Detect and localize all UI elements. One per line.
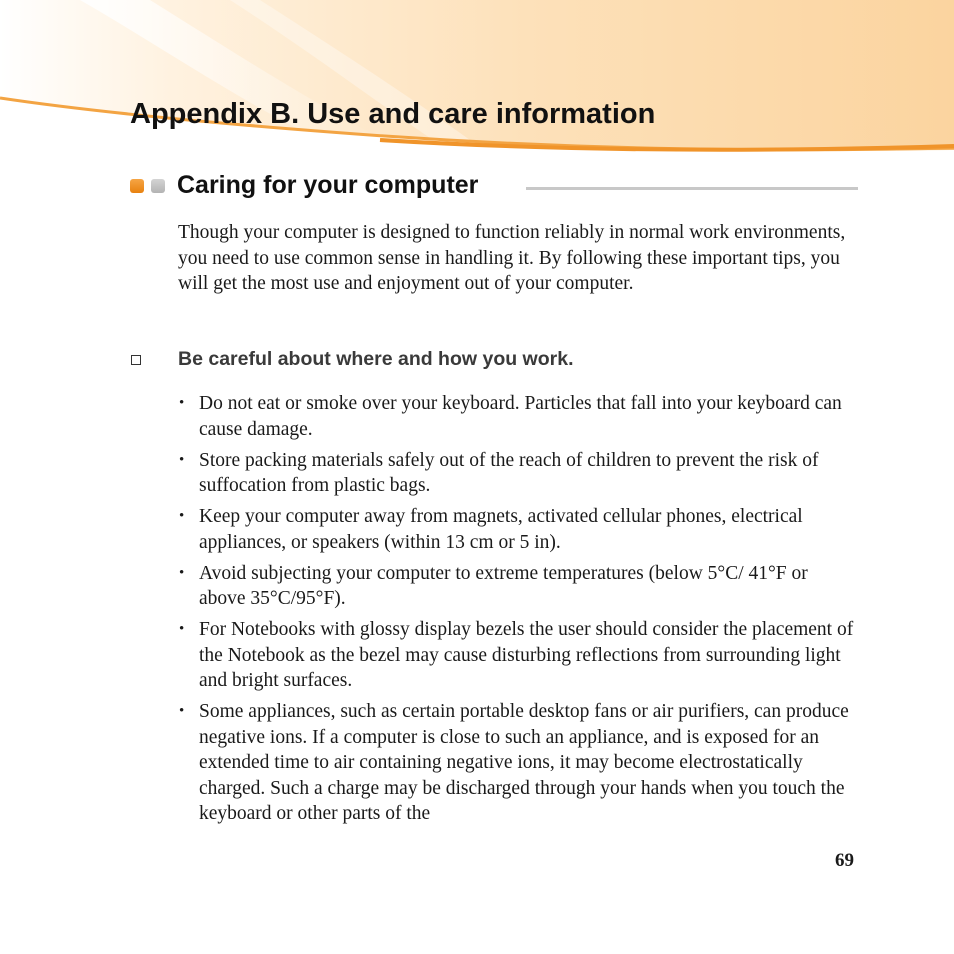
intro-paragraph: Though your computer is designed to function reliably in normal work environments, you need to use common sense in handling it. By following these important tips, you will get the most use and enjoyment out of your computer. [178,222,846,294]
list-item [178,391,858,442]
list-item-text: Do not eat or smoke over your keyboard. Particles that fall into your keyboard can cause damage. [199,393,842,440]
section-divider [526,187,858,190]
list-item-text: Keep your computer away from magnets, activated cellular phones, electrical appliances, or speakers (within 13 cm or 5 in). [199,506,803,553]
chapter-title: Appendix B. Use and care information [130,98,656,130]
list-item [178,561,858,612]
bullet-icon: • [179,564,185,581]
header-banner [0,0,954,160]
list-item-text: For Notebooks with glossy display bezels the user should consider the placement of the Notebook as the bezel may cause disturbing reflections from surrounding light and bright surfaces. [199,619,854,691]
list-item-text: Store packing materials safely out of the reach of children to prevent the risk of suffocation from plastic bags. [199,449,819,496]
list-item [178,448,858,499]
subsection-header [130,348,858,374]
bullet-icon: • [179,703,185,719]
bullet-icon: • [179,621,185,637]
list-item [178,504,858,555]
orange-square-icon [130,179,144,193]
subsection-title: Be careful about where and how you work. [178,348,574,370]
tips-list [178,391,858,832]
section-title: Caring for your computer [177,171,479,199]
section-header [130,170,858,204]
page-number: 69 [835,850,854,871]
list-item-text: Some appliances, such as certain portable desktop fans or air purifiers, can produce negative ions. If a computer is close to such an appliance, and is exposed for an extended time to air containing negative ions, it may become electrostatically charged. Such a charge may be discharged through your hands when you touch the keyboard or other parts of the [199,701,849,824]
list-item [178,617,858,694]
list-item-text: Avoid subjecting your computer to extreme temperatures (below 5°C/ 41°F or above 35°C/95°F). [199,562,808,609]
bullet-icon: • [179,451,185,468]
square-bullet-icon [131,355,141,365]
list-item [178,699,858,827]
bullet-icon: • [179,508,185,524]
bullet-icon: • [179,395,185,411]
grey-square-icon [151,179,165,193]
